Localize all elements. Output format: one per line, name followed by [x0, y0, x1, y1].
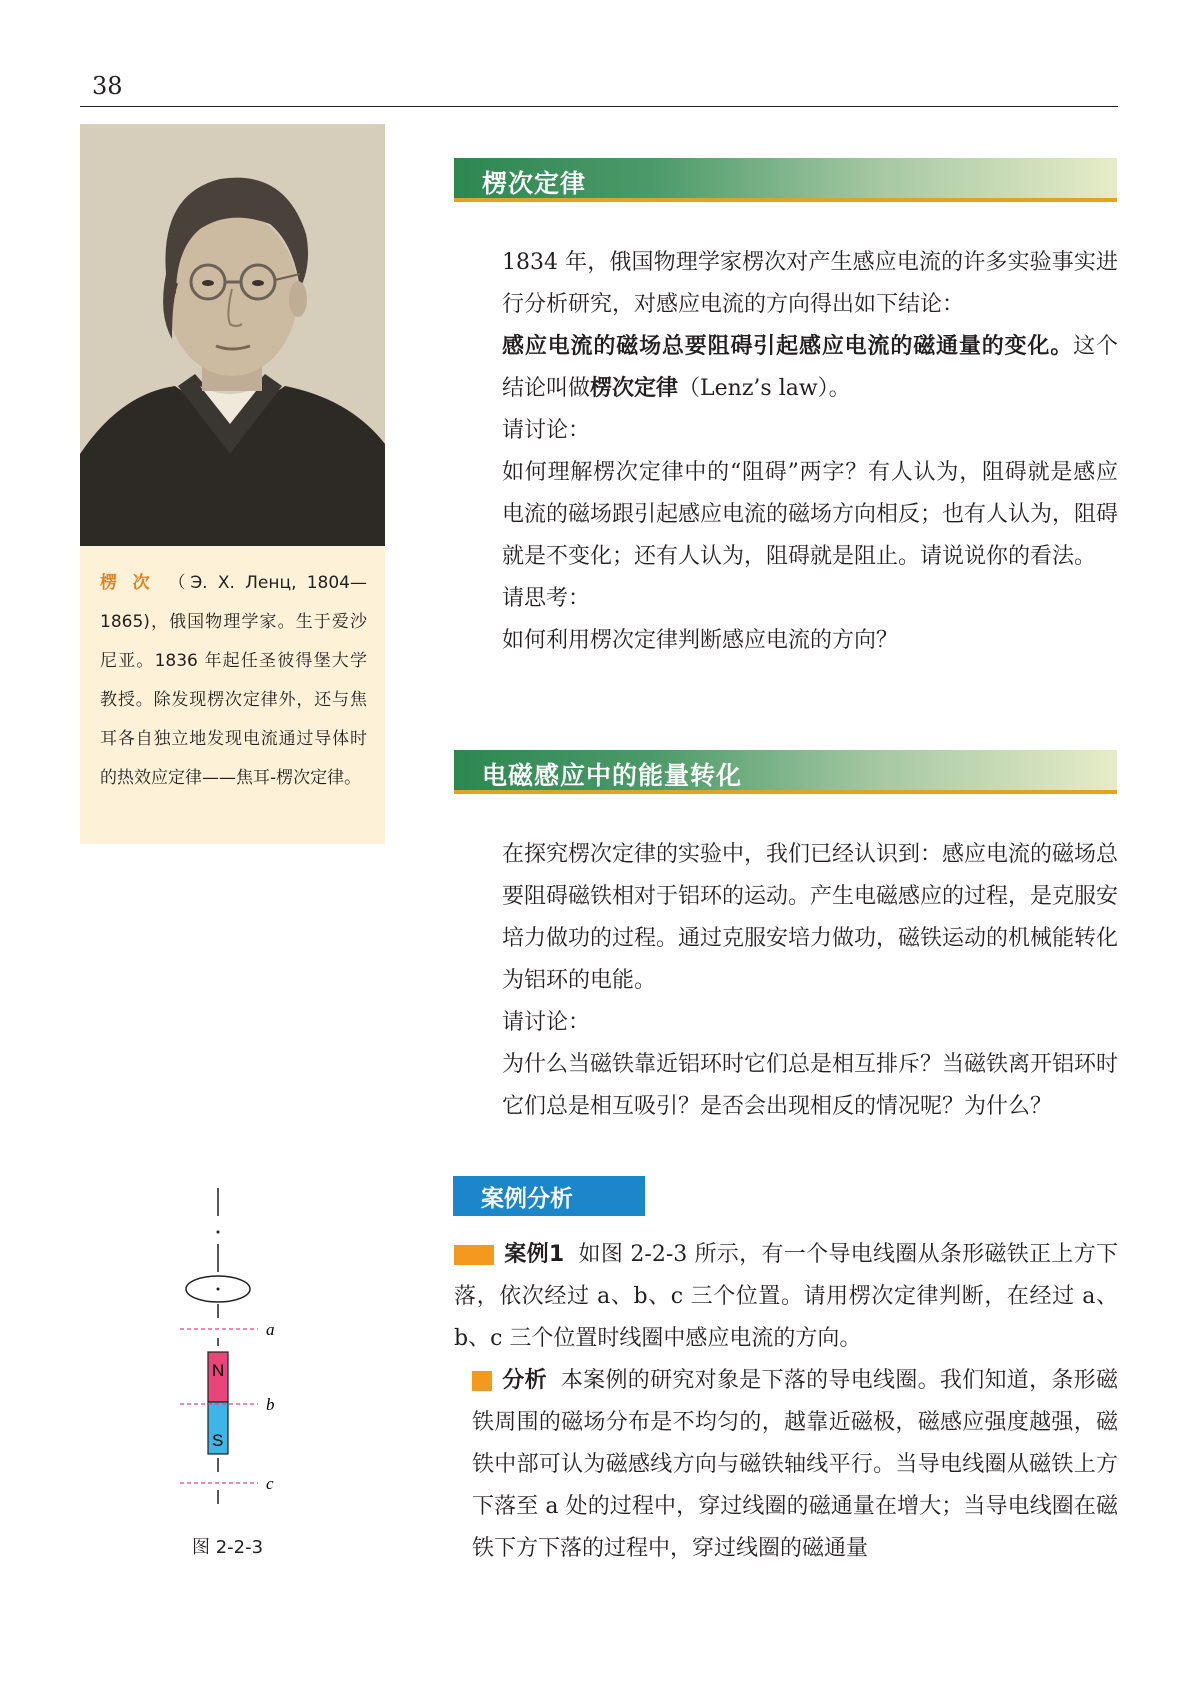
think-label: 请思考： — [502, 586, 591, 611]
figure-caption: 图 2-2-3 — [192, 1537, 264, 1558]
bio-name: 楞 次 — [100, 573, 155, 593]
analysis-text: 本案例的研究对象是下落的导电线圈。我们知道，条形磁铁周围的磁场分布是不均匀的，越靠近磁极，磁感应强度越强，磁铁中部可认为磁感线方向与磁铁轴线平行。当导电线圈从磁铁上方下落至 a 处的过程中，穿过线圈的磁通量在增大；当导电线圈在磁铁下方下落的过程中，穿过线圈的磁通量 — [472, 1368, 1118, 1561]
lenz-intro-paragraph — [454, 242, 1118, 662]
coil-center — [217, 1288, 220, 1291]
section-heading-energy-conversion — [454, 750, 1117, 794]
bio-box — [80, 546, 385, 844]
portrait-image — [80, 124, 385, 546]
section-title: 电磁感应中的能量转化 — [482, 761, 743, 790]
case1-label: 案例1 — [504, 1242, 565, 1267]
analysis-label: 分析 — [502, 1368, 547, 1393]
discuss-text: 如何理解楞次定律中的“阻碍”两字？有人认为，阻碍就是感应电流的磁场跟引起感应电流的磁场方向相反；也有人认为，阻碍就是不变化；还有人认为，阻碍就是阻止。请说说你的看法。 — [502, 460, 1119, 569]
think-text: 如何利用楞次定律判断感应电流的方向？ — [502, 628, 899, 653]
energy-paragraph — [454, 834, 1118, 1128]
analysis-marker-icon — [472, 1371, 492, 1391]
case-analysis-tag — [453, 1176, 645, 1216]
figure-coil-magnet — [170, 1180, 310, 1525]
axis-dot — [217, 1231, 220, 1234]
case1-block — [454, 1234, 1118, 1360]
section-title: 楞次定律 — [482, 169, 587, 198]
discuss-label: 请讨论： — [502, 1010, 591, 1035]
position-a-label: a — [266, 1320, 275, 1339]
lenz-law-rest-pre: 这个结论叫做 — [502, 334, 1118, 401]
position-b-label: b — [266, 1395, 275, 1414]
energy-text: 在探究楞次定律的实验中，我们已经认识到：感应电流的磁场总要阻碍磁铁相对于铝环的运动。产生电磁感应的过程，是克服安培力做功的过程。通过克服安培力做功，磁铁运动的机械能转化为铝环的电能。 — [502, 842, 1119, 993]
analysis-block — [454, 1360, 1118, 1570]
lenz-law-bold: 感应电流的磁场总要阻碍引起感应电流的磁通量的变化。 — [502, 334, 1074, 359]
discuss-label: 请讨论： — [502, 418, 591, 443]
case-paragraph — [454, 1234, 1118, 1570]
position-c-label: c — [266, 1474, 274, 1493]
case1-text: 如图 2-2-3 所示，有一个导电线圈从条形磁铁正上方下落，依次经过 a、b、c 三个位置。请用楞次定律判断，在经过 a、b、c 三个位置时线圈中感应电流的方向。 — [454, 1242, 1118, 1351]
pole-s-label: S — [212, 1431, 224, 1450]
bio-text: （Э. Х. Ленц, 1804—1865)，俄国物理学家。生于爱沙尼亚。1836 年起任圣彼得堡大学教授。除发现楞次定律外，还与焦耳各自独立地发现电流通过导体时的热效应定律——焦耳-楞次定律。 — [100, 573, 367, 788]
case-marker-icon — [454, 1245, 494, 1265]
lenz-law-rest-post: （Lenz’s law）。 — [678, 376, 851, 401]
lenz-law-name: 楞次定律 — [590, 376, 679, 401]
case-analysis-label: 案例分析 — [481, 1186, 573, 1212]
section-heading-lenz-law — [454, 158, 1117, 202]
lenz-intro-text: 1834 年，俄国物理学家楞次对产生感应电流的许多实验事实进行分析研究，对感应电流的方向得出如下结论： — [502, 250, 1118, 317]
lenz-law-statement — [454, 326, 1118, 410]
page-number: 38 — [92, 72, 123, 100]
discuss-text: 为什么当磁铁靠近铝环时它们总是相互排斥？当磁铁离开铝环时它们总是相互吸引？是否会出现相反的情况呢？为什么？ — [502, 1052, 1119, 1119]
pole-n-label: N — [212, 1361, 225, 1380]
header-rule — [80, 106, 1118, 107]
